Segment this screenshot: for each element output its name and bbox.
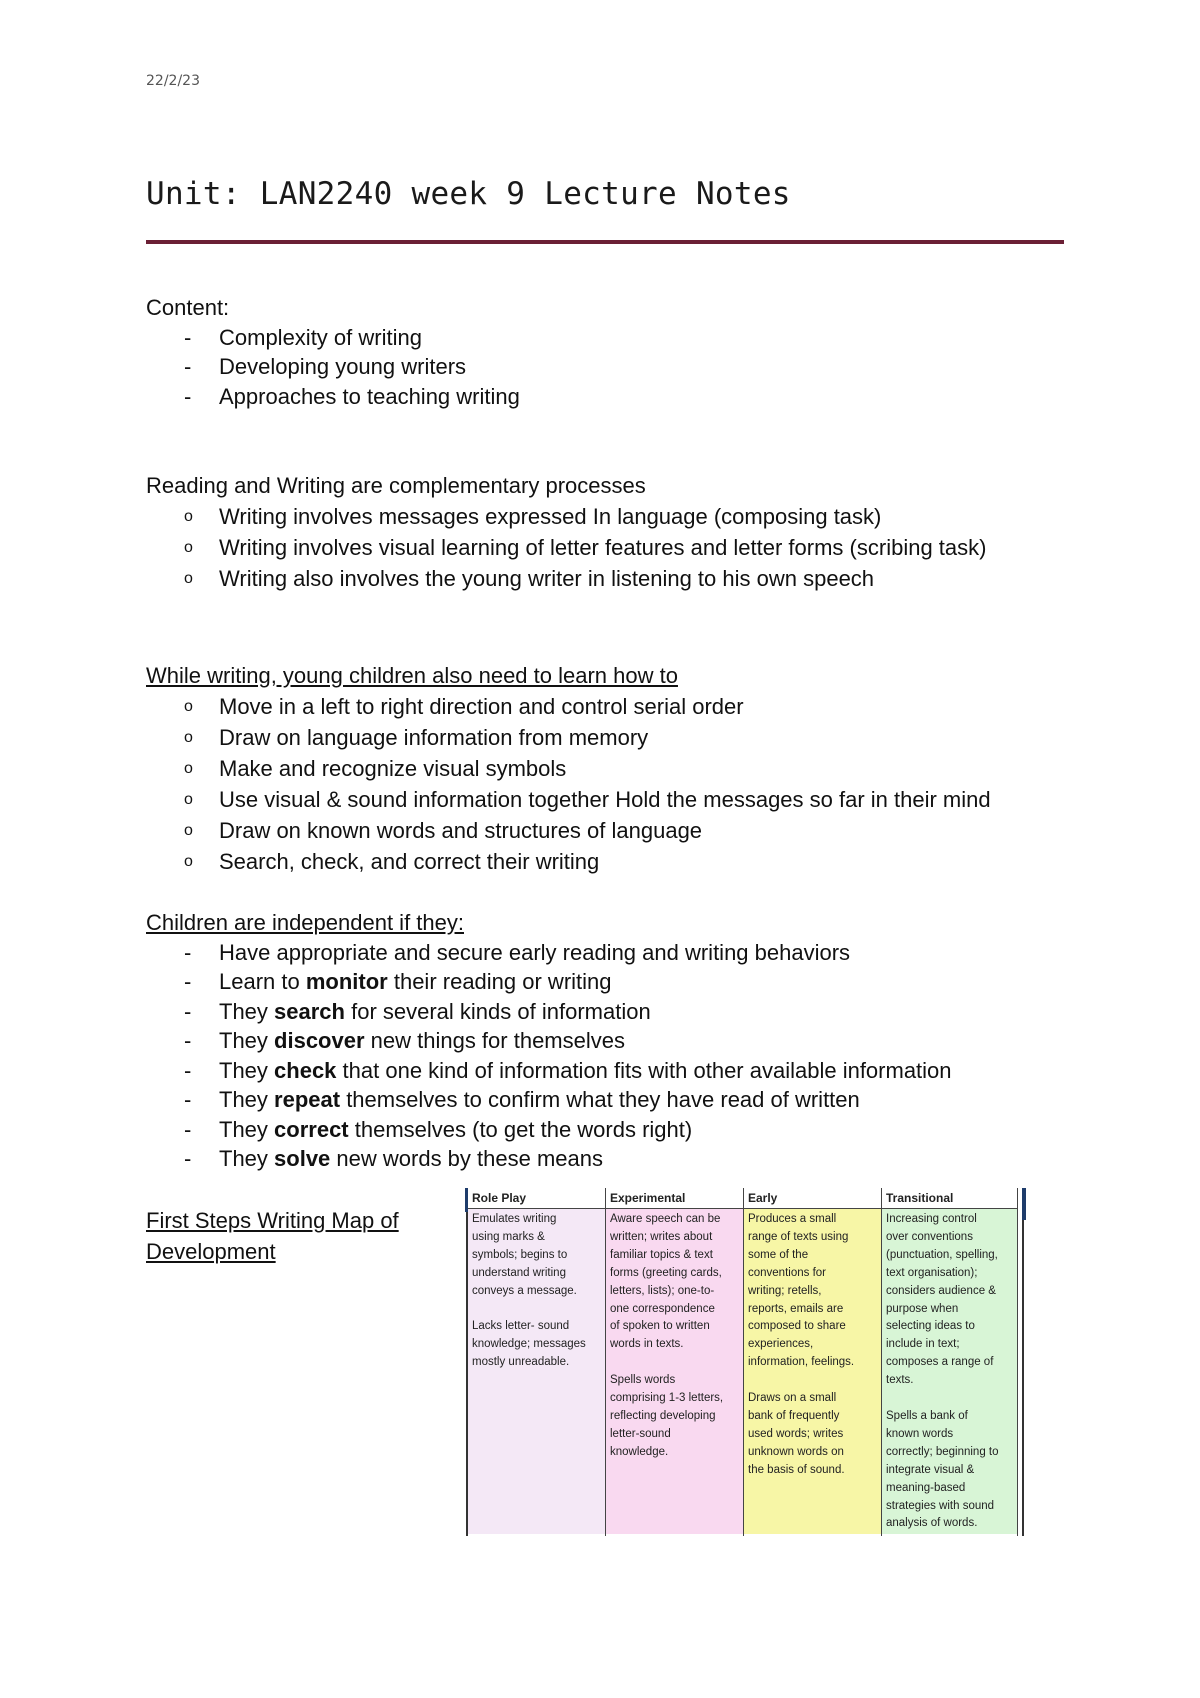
list-marker: o — [184, 728, 193, 746]
table-column-header: Experimental — [606, 1188, 743, 1209]
list-item — [146, 784, 991, 815]
list-marker: - — [184, 324, 192, 350]
list-item-text: Writing involves messages expressed In language (composing task) — [219, 503, 882, 529]
list-marker: - — [184, 969, 192, 994]
list-marker: o — [184, 821, 193, 839]
list-item — [146, 1144, 952, 1174]
list-marker: o — [184, 790, 193, 808]
list-item-text: Developing young writers — [219, 354, 467, 379]
list-item-text: Have appropriate and secure early reading and writing behaviors — [219, 939, 851, 965]
list-item — [146, 501, 986, 532]
list-item-text: their reading or writing — [387, 969, 612, 994]
list-marker: o — [184, 569, 193, 587]
while-writing-list — [146, 691, 991, 877]
while-writing-section — [146, 661, 991, 877]
list-marker: - — [184, 1087, 192, 1112]
table-column-transitional — [882, 1188, 1018, 1536]
list-item-emphasis: solve — [274, 1146, 331, 1171]
list-item — [146, 997, 952, 1027]
list-item-text: new things for themselves — [364, 1028, 625, 1053]
list-item — [146, 1026, 952, 1056]
list-item-text: They — [219, 1087, 275, 1112]
first-steps-heading: First Steps Writing Map of Development — [146, 1208, 399, 1264]
list-item — [146, 967, 952, 997]
list-item — [146, 382, 520, 412]
while-writing-heading: While writing, young children also need to learn how to — [146, 663, 678, 688]
list-item-text: themselves (to get the words right) — [348, 1116, 693, 1142]
list-item-text: Approaches to teaching writing — [219, 383, 520, 409]
table-column-header: Transitional — [882, 1188, 1017, 1209]
list-marker: - — [184, 354, 192, 379]
table-accent-right — [1022, 1188, 1026, 1220]
list-item-emphasis: discover — [274, 1028, 365, 1053]
page-title: Unit: LAN2240 week 9 Lecture Notes — [146, 176, 791, 212]
title-divider — [146, 240, 1064, 244]
table-column-experimental — [606, 1188, 744, 1536]
table-column-header: Early — [744, 1188, 881, 1209]
list-item-emphasis: search — [274, 998, 345, 1024]
list-item — [146, 352, 520, 382]
list-marker: - — [184, 383, 192, 409]
table-column-role-play — [468, 1188, 606, 1536]
list-marker: - — [184, 1028, 192, 1053]
list-item-text: They — [219, 1116, 275, 1142]
list-item-text: Make and recognize visual symbols — [219, 755, 567, 781]
list-item-emphasis: check — [274, 1057, 337, 1083]
reading-writing-heading: Reading and Writing are complementary processes — [146, 473, 646, 498]
independent-heading: Children are independent if they: — [146, 910, 464, 935]
list-item-text: themselves to confirm what they have read of written — [340, 1087, 860, 1112]
table-column-early — [744, 1188, 882, 1536]
list-item — [146, 532, 986, 563]
list-item-text: for several kinds of information — [344, 998, 651, 1024]
list-item-text: Writing involves visual learning of letter features and letter forms (scribing task) — [219, 534, 987, 560]
list-item-emphasis: repeat — [274, 1087, 341, 1112]
list-item-text: Search, check, and correct their writing — [219, 848, 600, 874]
independent-section — [146, 908, 952, 1174]
list-item — [146, 1085, 952, 1115]
list-item-emphasis: correct — [274, 1116, 349, 1142]
list-marker: o — [184, 759, 193, 777]
list-item-emphasis: monitor — [305, 969, 388, 994]
table-column-header: Role Play — [468, 1188, 605, 1209]
list-item-text: Use visual & sound information together Hold the messages so far in their mind — [219, 786, 991, 812]
list-item — [146, 846, 991, 877]
list-item — [146, 1115, 952, 1145]
reading-writing-list — [146, 501, 986, 594]
list-item — [146, 753, 991, 784]
independent-list — [146, 938, 952, 1174]
list-item-text: They — [219, 1057, 275, 1083]
list-marker: - — [184, 1146, 192, 1171]
page-date: 22/2/23 — [146, 73, 200, 89]
list-marker: - — [184, 1057, 192, 1083]
reading-writing-section — [146, 471, 986, 594]
list-item-text: Draw on known words and structures of language — [219, 817, 703, 843]
list-item-text: They — [219, 998, 275, 1024]
list-marker: o — [184, 852, 193, 870]
list-item — [146, 1056, 952, 1086]
list-marker: - — [184, 998, 192, 1024]
list-marker: o — [184, 538, 193, 556]
list-item-text: Writing also involves the young writer in listening to his own speech — [219, 565, 875, 591]
list-item — [146, 691, 991, 722]
content-section — [146, 293, 520, 411]
content-heading: Content: — [146, 295, 230, 320]
table-cell: Increasing control over conventions (punctuation, spelling, text organisation); considers audience & purpose when selecting ideas to include in text; composes a range of texts. Spells a bank of known words correctly; beginning to integrate visual & meaning-based strategies with sound analysis of words. — [882, 1209, 1017, 1534]
table-cell: Aware speech can be written; writes about familiar topics & text forms (greeting cards, letters, lists); one-to- one correspondence of spoken to written words in texts. Spells words comprising 1-3 letters, reflecting developing letter-sound knowledge. — [606, 1209, 743, 1534]
list-item-text: Move in a left to right direction and control serial order — [219, 693, 744, 719]
list-marker: o — [184, 507, 193, 525]
list-item-text: They — [219, 1028, 275, 1053]
list-item-text: Complexity of writing — [219, 324, 422, 350]
list-item-text: that one kind of information fits with other available information — [336, 1057, 952, 1083]
list-item — [146, 722, 991, 753]
list-item — [146, 563, 986, 594]
list-item-text: Draw on language information from memory — [219, 724, 649, 750]
list-marker: o — [184, 697, 193, 715]
table-cell: Produces a small range of texts using some of the conventions for writing; retells, reports, emails are composed to share experiences, information, feelings. Draws on a small bank of frequently used words; writes unknown words on the basis of sound. — [744, 1209, 881, 1534]
list-item — [146, 938, 952, 968]
list-marker: - — [184, 939, 192, 965]
list-item-text: new words by these means — [330, 1146, 603, 1171]
list-item — [146, 323, 520, 353]
list-item — [146, 815, 991, 846]
list-marker: - — [184, 1116, 192, 1142]
content-list — [146, 323, 520, 412]
list-item-text: Learn to — [219, 969, 306, 994]
list-item-text: They — [219, 1146, 275, 1171]
writing-map-table — [466, 1188, 1024, 1536]
table-cell: Emulates writing using marks & symbols; begins to understand writing conveys a message. Lacks letter- sound knowledge; messages mostly unreadable. — [468, 1209, 605, 1534]
